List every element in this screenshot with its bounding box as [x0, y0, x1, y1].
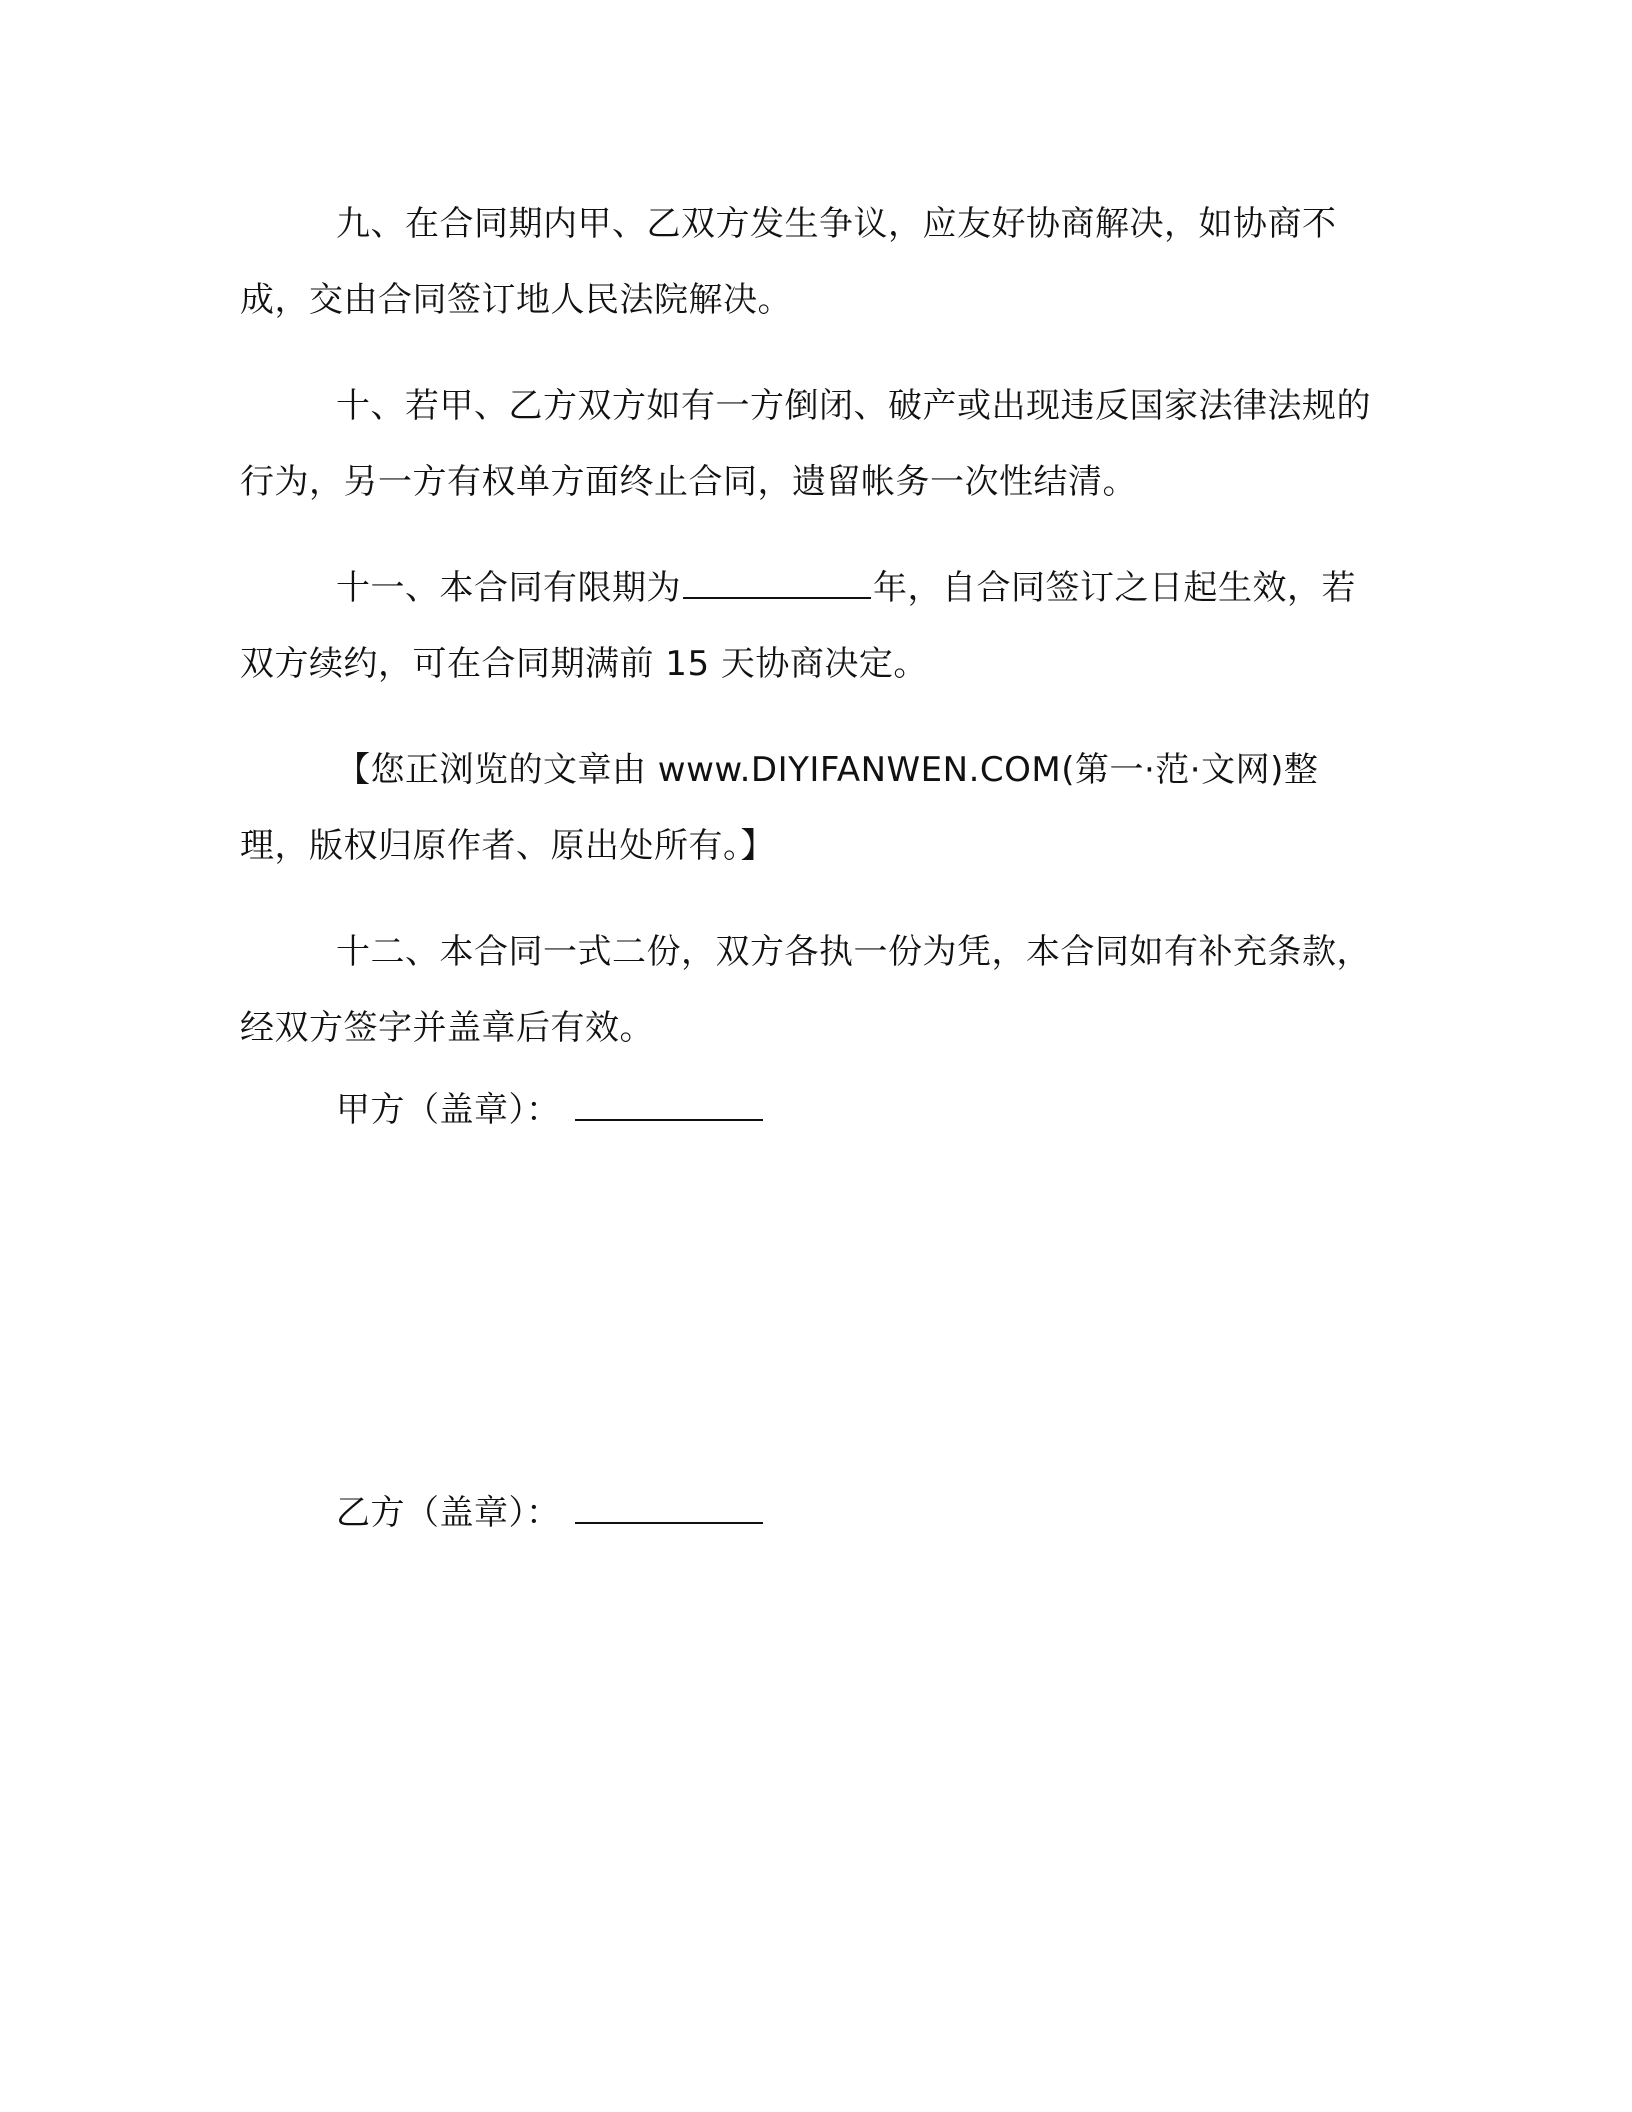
party-b-label: 乙方（盖章）：: [336, 1493, 561, 1533]
party-b-signature-blank[interactable]: [575, 1492, 763, 1524]
party-a-signature-blank[interactable]: [575, 1089, 763, 1121]
party-b-signature: [336, 1483, 765, 1543]
copyright-notice: 【您正浏览的文章由 www.DIYIFANWEN.COM(第一·范·文网)整理，版权归原作者、原出处所有。】: [240, 750, 1319, 866]
clause-10: 十、若甲、乙方双方如有一方倒闭、破产或出现违反国家法律法规的行为，另一方有权单方面终止合同，遗留帐务一次性结清。: [240, 386, 1371, 502]
party-a-signature: [336, 1080, 765, 1140]
party-a-label: 甲方（盖章）：: [336, 1090, 561, 1130]
term-years-blank[interactable]: [683, 567, 871, 599]
clause-11: [240, 550, 1380, 702]
clause-11-after: 年，自合同签订之日起生效，若双方续约，可在合同期满前 15 天协商决定。: [240, 568, 1356, 684]
clause-9: 九、在合同期内甲、乙双方发生争议，应友好协商解决，如协商不成，交由合同签订地人民法院解决。: [240, 204, 1337, 320]
clause-12: 十二、本合同一式二份，双方各执一份为凭，本合同如有补充条款，经双方签字并盖章后有效。: [240, 932, 1371, 1048]
contract-body: [240, 186, 1380, 1096]
clause-11-before: 十一、本合同有限期为: [336, 568, 681, 608]
